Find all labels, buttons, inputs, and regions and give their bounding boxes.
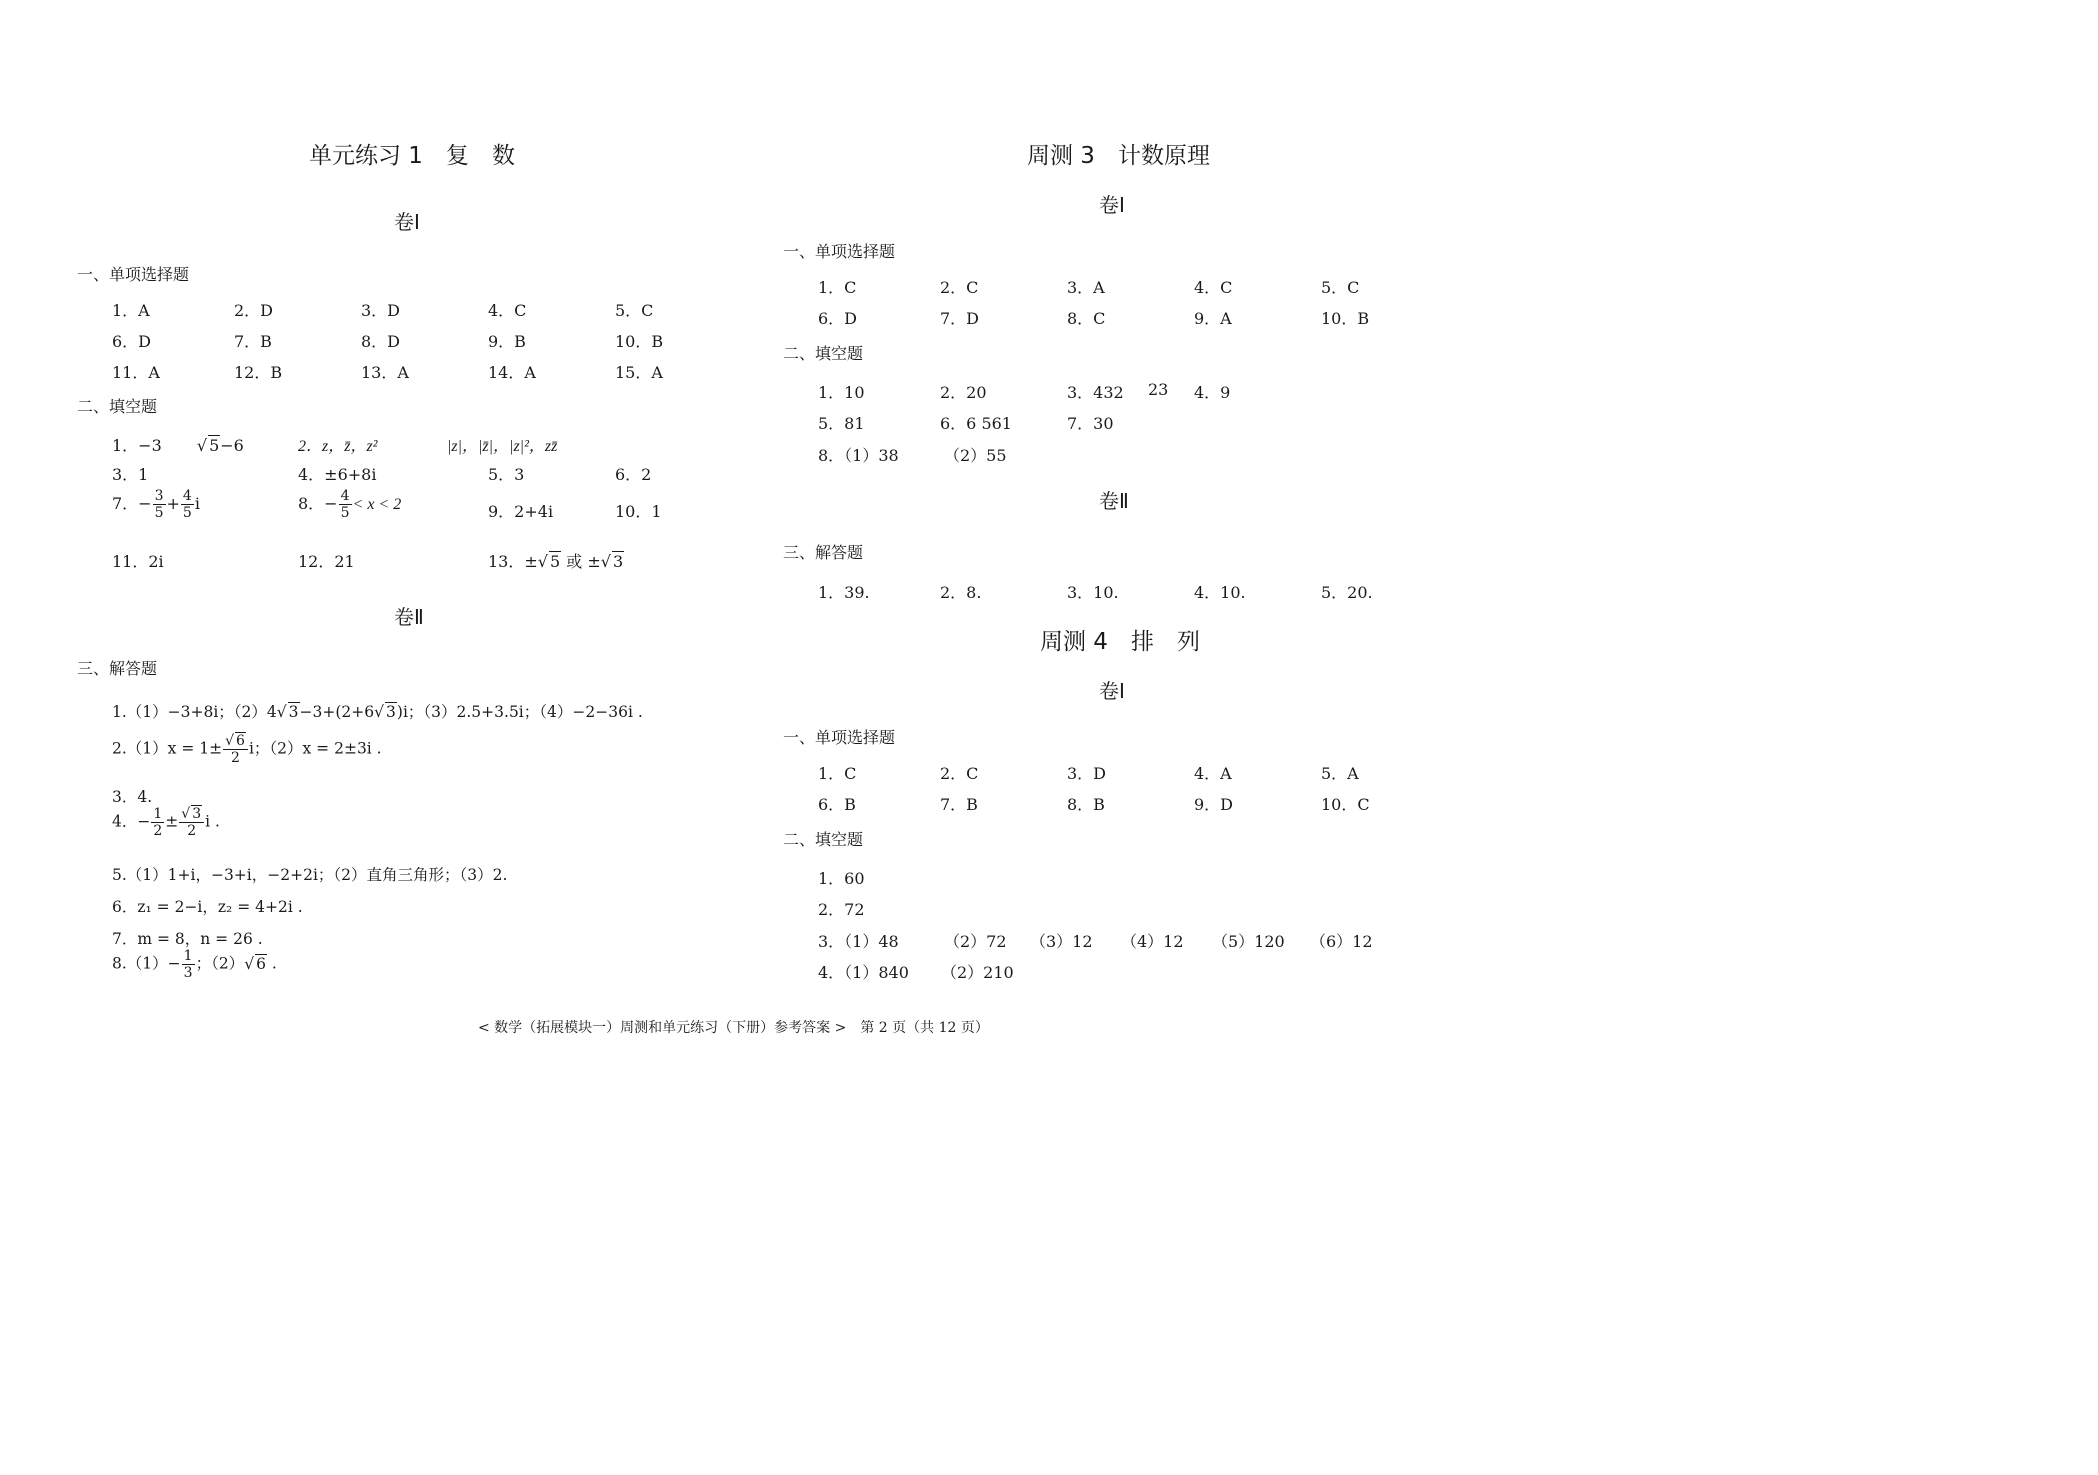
- week3-section-solve-heading: 三、解答题: [783, 543, 864, 562]
- denominator: 5: [340, 505, 350, 522]
- fill-answer: 7．30: [1067, 414, 1114, 433]
- choice-answer: 4．C: [488, 301, 527, 320]
- choice-answer: 2．D: [234, 301, 274, 320]
- fraction: [151, 806, 164, 839]
- choice-answer: 3．D: [1067, 764, 1107, 783]
- sqrt-symbol: √ 5: [537, 552, 561, 571]
- fill-answer-1: [112, 433, 244, 456]
- numerator: 4: [340, 488, 350, 504]
- fill-answer: 23: [1148, 380, 1169, 399]
- choice-answer: 5．A: [1321, 764, 1359, 783]
- fill-answer: （2）72: [944, 932, 1007, 951]
- fill-answer-11: 11．2i: [112, 552, 164, 571]
- page-footer: < 数学（拓展模块一）周测和单元练习（下册）参考答案 > 第 2 页（共 12 页）: [478, 1020, 989, 1036]
- numerator: 1: [153, 806, 163, 822]
- fill-answer-9: 9．2+4i: [488, 502, 554, 521]
- fill-answer: 4．9: [1194, 383, 1231, 402]
- week3-volume-1-heading: 卷Ⅰ: [1099, 193, 1125, 217]
- week3-title: 周测 3 计数原理: [1027, 143, 1210, 169]
- solve-text: )i；（3）2.5+3.5i；（4）−2−36i .: [396, 703, 643, 721]
- fraction: [179, 806, 204, 839]
- solve-answer-8: [112, 948, 277, 981]
- volume-2-heading: 卷Ⅱ: [394, 605, 424, 629]
- solve-text: 1.（1）−3+8i；（2）4: [112, 703, 277, 721]
- solve-text: 8.（1）−: [112, 954, 181, 973]
- fill-answer: （6）12: [1310, 932, 1373, 951]
- fill-answer-text: 8．−: [298, 494, 338, 514]
- sqrt-symbol: √ 3: [374, 703, 396, 721]
- choice-answer: 2．C: [940, 278, 979, 297]
- fraction: [181, 488, 194, 521]
- choice-answer: 10．B: [1321, 309, 1370, 328]
- solve-answer: 3．10.: [1067, 583, 1119, 602]
- fill-answer-6: 6．2: [615, 465, 652, 484]
- fill-answer-text: −6: [220, 436, 244, 455]
- choice-answer: 15．A: [615, 363, 663, 382]
- fill-answer: 1．60: [818, 869, 865, 888]
- fraction: [339, 488, 352, 521]
- choice-answer: 8．D: [361, 332, 401, 351]
- choice-answer: 5．C: [1321, 278, 1360, 297]
- week4-title: 周测 4 排 列: [1040, 629, 1200, 655]
- inequality: < x < 2: [352, 496, 402, 514]
- fraction: [153, 488, 166, 521]
- fill-answer-3: 3．1: [112, 465, 149, 484]
- fill-answer: 3．432: [1067, 383, 1124, 402]
- choice-answer: 9．D: [1194, 795, 1234, 814]
- fill-answer: 3．（1）48: [818, 932, 899, 951]
- fill-answer-5: 5．3: [488, 465, 525, 484]
- fill-answer: 4．（1）840: [818, 963, 909, 982]
- solve-answer: 4．10.: [1194, 583, 1246, 602]
- choice-answer: 10．B: [615, 332, 664, 351]
- denominator: 3: [183, 965, 193, 982]
- sqrt-symbol: √ 3: [600, 552, 624, 571]
- numerator: 1: [183, 948, 193, 964]
- numerator: 3: [154, 488, 164, 504]
- solve-answer: 1．39.: [818, 583, 870, 602]
- sqrt-radicand: 5: [209, 436, 220, 455]
- solve-answer-7: 7．m = 8，n = 26 .: [112, 930, 263, 948]
- unit-title: 单元练习 1 复 数: [309, 143, 515, 169]
- choice-answer: 5．C: [615, 301, 654, 320]
- choice-answer: 9．A: [1194, 309, 1232, 328]
- numerator: √ 3: [179, 806, 204, 823]
- fill-answer: （2）55: [944, 446, 1007, 465]
- choice-answer: 3．A: [1067, 278, 1105, 297]
- fill-answer: 5．81: [818, 414, 865, 433]
- week3-section-fill-heading: 二、填空题: [783, 344, 864, 363]
- sqrt-symbol: √ 5: [196, 436, 220, 455]
- denominator: 2: [231, 750, 240, 767]
- volume-1-heading: 卷Ⅰ: [394, 210, 420, 234]
- operator: +: [166, 494, 180, 514]
- fill-answer: （4）12: [1121, 932, 1184, 951]
- week4-section-choice-heading: 一、单项选择题: [783, 728, 896, 747]
- sqrt-radicand: 3: [288, 703, 299, 721]
- choice-answer: 7．B: [940, 795, 978, 814]
- fraction: [223, 733, 248, 766]
- solve-answer-4: [112, 806, 220, 839]
- choice-answer: 6．B: [818, 795, 856, 814]
- week4-section-fill-heading: 二、填空题: [783, 830, 864, 849]
- fill-answer: 8．（1）38: [818, 446, 899, 465]
- choice-answer: 7．B: [234, 332, 272, 351]
- section-choice-heading: 一、单项选择题: [77, 265, 190, 284]
- fill-answer-2: 2．z，z̄，z²: [298, 438, 378, 455]
- imag-unit: i: [194, 494, 200, 514]
- fill-answer: 2．20: [940, 383, 987, 402]
- choice-answer: 8．C: [1067, 309, 1106, 328]
- solve-text: ；（2）: [195, 954, 245, 973]
- solve-answer: 2．8.: [940, 583, 982, 602]
- sqrt-symbol: √ 3: [276, 703, 299, 721]
- section-solve-heading: 三、解答题: [77, 659, 158, 678]
- choice-answer: 10．C: [1321, 795, 1370, 814]
- fill-answer: 1．10: [818, 383, 865, 402]
- denominator: 5: [182, 505, 192, 522]
- fill-answer: （5）120: [1212, 932, 1285, 951]
- solve-text: 2.（1）x = 1±: [112, 739, 223, 758]
- sqrt-radicand: 6: [256, 954, 266, 973]
- fill-answer: 6．6 561: [940, 414, 1012, 433]
- choice-answer: 13．A: [361, 363, 409, 382]
- denominator: 5: [154, 505, 164, 522]
- week3-section-choice-heading: 一、单项选择题: [783, 242, 896, 261]
- fill-answer-text: 7．−: [112, 494, 152, 514]
- solve-text: −3+(2+6: [299, 703, 375, 721]
- denominator: 2: [153, 823, 163, 840]
- sqrt-radicand: 6: [236, 733, 245, 749]
- sqrt-radicand: 3: [612, 552, 624, 571]
- fill-answer-10: 10．1: [615, 502, 662, 521]
- choice-answer: 9．B: [488, 332, 526, 351]
- sqrt-symbol: √ 6: [244, 954, 266, 973]
- solve-answer-6: 6．z₁ = 2−i，z₂ = 4+2i .: [112, 898, 303, 916]
- solve-answer: 5．20.: [1321, 583, 1373, 602]
- sqrt-radicand: 5: [549, 552, 561, 571]
- week3-volume-2-heading: 卷Ⅱ: [1099, 489, 1129, 513]
- fill-answer-text: 13．±: [488, 552, 538, 571]
- choice-answer: 7．D: [940, 309, 980, 328]
- fill-answer-4: 4．±6+8i: [298, 465, 377, 484]
- choice-answer: 8．B: [1067, 795, 1105, 814]
- fill-answer: 2．72: [818, 900, 865, 919]
- choice-answer: 1．C: [818, 278, 857, 297]
- fill-answer-13: [488, 549, 624, 572]
- operator: ±: [165, 812, 179, 831]
- numerator: √ 6: [223, 733, 248, 750]
- choice-answer: 4．C: [1194, 278, 1233, 297]
- choice-answer: 6．D: [112, 332, 152, 351]
- solve-answer-1: [112, 700, 643, 722]
- choice-answer: 1．A: [112, 301, 150, 320]
- solve-text: i；（2）x = 2±3i .: [248, 739, 382, 758]
- fill-answer-text: 1．−3: [112, 436, 162, 455]
- solve-answer-2: [112, 733, 382, 766]
- solve-answer-5: 5.（1）1+i，−3+i，−2+2i；（2）直角三角形；（3）2.: [112, 866, 508, 884]
- fill-answer-8: [298, 488, 401, 521]
- fill-answer: （3）12: [1030, 932, 1093, 951]
- fill-answer-7: [112, 488, 200, 521]
- fraction: [182, 948, 195, 981]
- choice-answer: 12．B: [234, 363, 283, 382]
- choice-answer: 2．C: [940, 764, 979, 783]
- solve-answer-3: 3．4.: [112, 788, 153, 806]
- choice-answer: 4．A: [1194, 764, 1232, 783]
- fill-answer-12: 12．21: [298, 552, 355, 571]
- fill-answer-2-cont: |z|，|z̄|，|z|²，zz̄: [447, 438, 558, 455]
- fill-answer: （2）210: [941, 963, 1014, 982]
- sqrt-radicand: 3: [386, 703, 396, 721]
- solve-text: .: [266, 954, 277, 973]
- numerator: 4: [182, 488, 192, 504]
- sqrt-radicand: 3: [192, 806, 202, 822]
- fill-answer-text: 或 ±: [561, 552, 601, 571]
- week4-volume-1-heading: 卷Ⅰ: [1099, 679, 1125, 703]
- choice-answer: 3．D: [361, 301, 401, 320]
- solve-text: 4．−: [112, 812, 151, 831]
- choice-answer: 1．C: [818, 764, 857, 783]
- section-fill-heading: 二、填空题: [77, 397, 158, 416]
- choice-answer: 11．A: [112, 363, 160, 382]
- solve-text: i .: [205, 812, 220, 831]
- denominator: 2: [187, 823, 197, 840]
- choice-answer: 6．D: [818, 309, 858, 328]
- choice-answer: 14．A: [488, 363, 536, 382]
